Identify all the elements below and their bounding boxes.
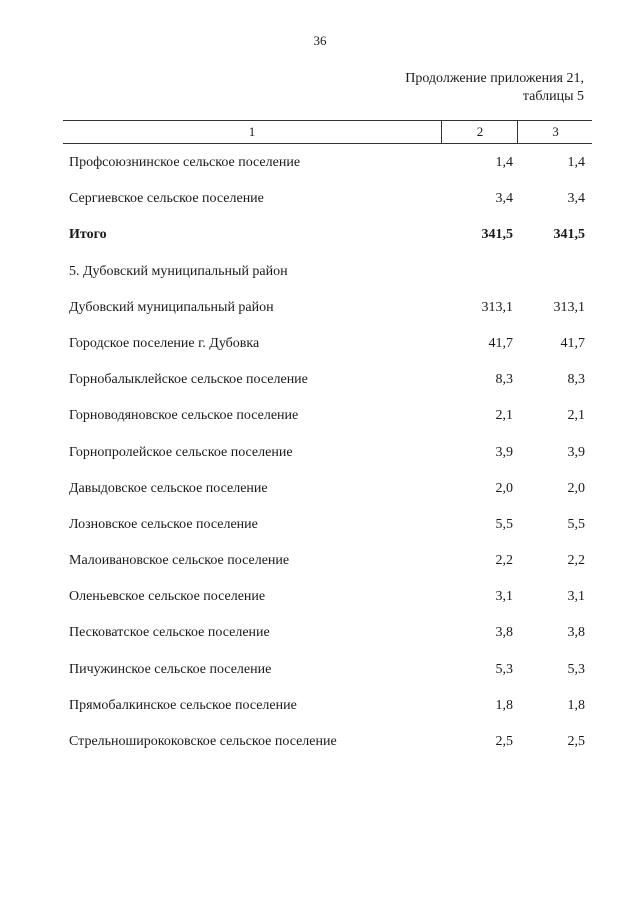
row-value-col-3: 341,5 bbox=[553, 227, 585, 243]
row-value-col-2: 1,8 bbox=[495, 697, 513, 713]
table-row bbox=[0, 440, 640, 476]
row-value-col-2: 1,4 bbox=[495, 155, 513, 170]
total-row bbox=[0, 222, 640, 258]
table-body bbox=[0, 150, 640, 765]
row-value-col-2: 3,9 bbox=[495, 444, 513, 460]
table-row bbox=[0, 657, 640, 693]
header-col-2: 2 bbox=[441, 121, 518, 143]
row-value-col-3: 3,9 bbox=[567, 444, 585, 460]
section-heading-row bbox=[0, 259, 640, 295]
table-row bbox=[0, 367, 640, 403]
row-name: Оленьевское сельское поселение bbox=[69, 589, 266, 605]
row-name: Малоивановское сельское поселение bbox=[69, 553, 290, 569]
row-value-col-3: 2,1 bbox=[567, 408, 585, 424]
row-name: Лозновское сельское поселение bbox=[69, 516, 258, 532]
table-row bbox=[0, 186, 640, 222]
row-value-col-3: 2,5 bbox=[567, 734, 585, 749]
table-row bbox=[0, 729, 640, 765]
row-name: Городское поселение г. Дубовка bbox=[69, 335, 260, 351]
table-row bbox=[0, 693, 640, 729]
section-heading: 5. Дубовский муниципальный район bbox=[69, 263, 288, 279]
table-row bbox=[0, 150, 640, 186]
table-row bbox=[0, 295, 640, 331]
row-name: Дубовский муниципальный район bbox=[69, 299, 274, 315]
continuation-note bbox=[405, 70, 584, 106]
row-name: Пичужинское сельское поселение bbox=[69, 661, 272, 677]
continuation-line-1: Продолжение приложения 21, bbox=[405, 71, 584, 86]
row-value-col-2: 3,1 bbox=[495, 589, 513, 605]
row-value-col-2: 41,7 bbox=[488, 335, 513, 351]
row-name: Горноводяновское сельское поселение bbox=[69, 408, 299, 424]
row-name: Давыдовское сельское поселение bbox=[69, 480, 268, 496]
row-value-col-2: 2,2 bbox=[495, 553, 513, 569]
page-number: 36 bbox=[313, 33, 327, 48]
table-row bbox=[0, 512, 640, 548]
row-name: Песковатское сельское поселение bbox=[69, 625, 270, 641]
row-value-col-3: 8,3 bbox=[567, 372, 585, 388]
row-value-col-3: 5,3 bbox=[567, 661, 585, 677]
row-value-col-3: 2,0 bbox=[567, 480, 585, 496]
table-row bbox=[0, 403, 640, 439]
row-value-col-3: 3,8 bbox=[567, 625, 585, 641]
row-value-col-3: 1,4 bbox=[567, 155, 585, 170]
row-name: Стрельноширококовское сельское поселение bbox=[69, 734, 337, 749]
table-row bbox=[0, 620, 640, 656]
table-row bbox=[0, 548, 640, 584]
row-value-col-3: 313,1 bbox=[553, 299, 585, 315]
row-name: Итого bbox=[69, 227, 107, 243]
row-name: Сергиевское сельское поселение bbox=[69, 191, 264, 207]
table-row bbox=[0, 476, 640, 512]
row-value-col-3: 41,7 bbox=[560, 335, 585, 351]
row-value-col-3: 2,2 bbox=[567, 553, 585, 569]
table-row bbox=[0, 331, 640, 367]
row-value-col-2: 2,5 bbox=[495, 734, 513, 749]
row-value-col-3: 3,1 bbox=[567, 589, 585, 605]
table-header bbox=[63, 120, 592, 144]
row-value-col-2: 5,3 bbox=[495, 661, 513, 677]
header-col-1: 1 bbox=[248, 124, 256, 139]
row-value-col-2: 313,1 bbox=[481, 299, 513, 315]
row-value-col-3: 1,8 bbox=[567, 697, 585, 713]
row-value-col-2: 5,5 bbox=[495, 516, 513, 532]
row-name: Профсоюзнинское сельское поселение bbox=[69, 155, 301, 170]
table-row bbox=[0, 584, 640, 620]
row-name: Горнопролейское сельское поселение bbox=[69, 444, 293, 460]
row-name: Прямобалкинское сельское поселение bbox=[69, 697, 297, 713]
row-name: Горнобалыклейское сельское поселение bbox=[69, 372, 308, 388]
row-value-col-3: 3,4 bbox=[567, 191, 585, 207]
row-value-col-2: 341,5 bbox=[481, 227, 513, 243]
row-value-col-2: 8,3 bbox=[495, 372, 513, 388]
row-value-col-2: 2,1 bbox=[495, 408, 513, 424]
row-value-col-2: 3,8 bbox=[495, 625, 513, 641]
row-value-col-2: 2,0 bbox=[495, 480, 513, 496]
continuation-line-2: таблицы 5 bbox=[522, 89, 584, 104]
row-value-col-3: 5,5 bbox=[567, 516, 585, 532]
row-value-col-2: 3,4 bbox=[495, 191, 513, 207]
header-col-3: 3 bbox=[517, 121, 593, 143]
